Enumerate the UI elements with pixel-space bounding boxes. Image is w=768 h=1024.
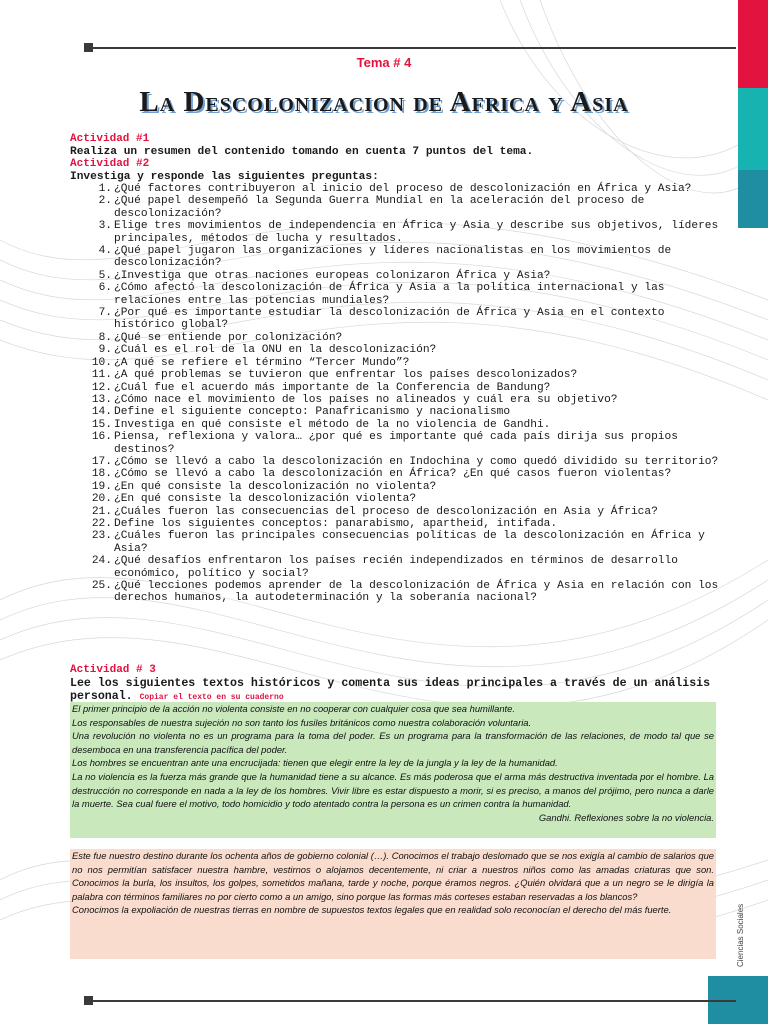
top-divider xyxy=(88,47,736,49)
activities-1-2 xyxy=(70,133,720,605)
question-item xyxy=(70,481,720,493)
question-text: Elige tres movimientos de independencia en África y Asia y describe sus objetivos, líderes principales, métodos de lucha y resultados. xyxy=(114,220,719,245)
question-number: 20. xyxy=(91,493,112,506)
question-text: Define el siguiente concepto: Panafricanismo y nacionalismo xyxy=(114,406,511,419)
activity-3-label: Actividad # 3 xyxy=(70,664,156,676)
bottom-divider xyxy=(88,1000,736,1002)
quote-paragraph: Los responsables de nuestra sujeción no son tanto los fusiles británicos como nuestra colaboración voluntaria. xyxy=(72,716,532,728)
question-item xyxy=(70,282,720,307)
question-number: 12. xyxy=(91,381,112,394)
question-item xyxy=(70,369,720,381)
question-number: 16. xyxy=(91,431,112,444)
question-item xyxy=(70,307,720,332)
question-item xyxy=(70,580,720,605)
question-list xyxy=(70,183,720,605)
question-text: ¿Cómo se llevó a cabo la descolonización en Indochina y como quedó dividido su territorio? xyxy=(114,455,719,468)
question-item xyxy=(70,245,720,270)
question-number: 11. xyxy=(91,369,112,382)
gandhi-quote-box xyxy=(70,702,716,838)
bottom-divider-square xyxy=(84,996,93,1005)
question-number: 10. xyxy=(91,356,112,369)
question-text: ¿Qué lecciones podemos aprender de la descolonización de África y Asia en relación con los derechos humanos, la autodeterminación y la soberanía nacional? xyxy=(114,580,719,605)
question-item xyxy=(70,382,720,394)
question-item xyxy=(70,332,720,344)
question-item xyxy=(70,493,720,505)
question-number: 2. xyxy=(98,195,112,208)
question-text: ¿A qué problemas se tuvieron que enfrentar los países descolonizados? xyxy=(114,369,578,382)
question-item xyxy=(70,456,720,468)
question-item xyxy=(70,220,720,245)
question-number: 1. xyxy=(98,183,112,195)
activity-3 xyxy=(70,664,720,704)
question-text: ¿Cuál es el rol de la ONU en la descolonización? xyxy=(114,344,437,357)
question-item xyxy=(70,357,720,369)
question-number: 6. xyxy=(98,282,112,295)
question-item xyxy=(70,195,720,220)
question-item xyxy=(70,406,720,418)
quote-paragraph: Una revolución no violenta no es un programa para la toma del poder. Es un programa para la transformación de las relaciones, de modo tal que se desemboca en una transferencia pacífica del poder. xyxy=(72,730,714,755)
question-number: 5. xyxy=(98,269,112,282)
blue-side-bar xyxy=(738,170,768,228)
question-text: ¿Cuáles fueron las consecuencias del proceso de descolonización en Asia y África? xyxy=(114,505,658,518)
question-text: ¿Cómo afectó la descolonización de África y Asia a la política internacional y las relaciones entre las potencias mundiales? xyxy=(114,282,665,307)
question-text: ¿Por qué es importante estudiar la descolonización de África y Asia en el contexto histórico global? xyxy=(114,307,665,332)
question-number: 22. xyxy=(91,517,112,530)
question-number: 3. xyxy=(98,220,112,233)
question-text: ¿Qué papel jugaron las organizaciones y líderes nacionalistas en los movimientos de descolonización? xyxy=(114,245,672,270)
question-item xyxy=(70,394,720,406)
question-item xyxy=(70,468,720,480)
activity-1-text: Realiza un resumen del contenido tomando en cuenta 7 puntos del tema. xyxy=(70,145,534,158)
question-item xyxy=(70,431,720,456)
topic-number: Tema # 4 xyxy=(356,55,412,70)
question-text: ¿Cómo nace el movimiento de los países no alineados y cuál era su objetivo? xyxy=(114,393,618,406)
question-item xyxy=(70,555,720,580)
colonial-text-box xyxy=(70,849,716,959)
question-item xyxy=(70,183,720,195)
question-text: ¿En qué consiste la descolonización no violenta? xyxy=(114,480,437,493)
question-text: ¿Investiga que otras naciones europeas colonizaron África y Asia? xyxy=(114,269,551,282)
activity-3-note: Copiar el texto en su cuaderno xyxy=(139,692,284,702)
activity-2-label: Actividad #2 xyxy=(70,158,150,170)
activity-3-text xyxy=(70,677,720,704)
quote-source: Gandhi. Reflexiones sobre la no violencia. xyxy=(538,811,714,823)
page-title: La Descolonizacion de Africa y Asia xyxy=(139,86,629,118)
question-number: 14. xyxy=(91,406,112,419)
question-number: 23. xyxy=(91,530,112,543)
question-text: ¿Qué papel desempeñó la Segunda Guerra Mundial en la aceleración del proceso de descolonización? xyxy=(114,195,645,220)
question-number: 15. xyxy=(91,418,112,431)
question-number: 18. xyxy=(91,468,112,481)
question-number: 17. xyxy=(91,455,112,468)
quote-paragraph: La no violencia es la fuerza más grande que la humanidad tiene a su alcance. Es más poderosa que el arma más destructiva inventada por el hombre. La destrucción no corresponde en nada a la ley de los hombres. Vivir libre es estar dispuesto a morir, si es preciso, a manos del prójimo, pero nunca a darle la muerte. Sea cual fuere el motivo, todo homicidio y todo atentado contra la persona es un crimen contra la humanidad. xyxy=(72,770,714,810)
colonial-paragraph: Este fue nuestro destino durante los ochenta años de gobierno colonial (…). Conocimos el trabajo deslomado que se nos exigía al cambio de salarios que no nos permitían satisfacer nuestra hambre, vestirnos o alojamos decentemente, ni criar a nuestros niños como las amadas criaturas que son. xyxy=(72,850,714,875)
question-text: ¿Cuál fue el acuerdo más importante de la Conferencia de Bandung? xyxy=(114,381,551,394)
activity-2-text: Investiga y responde las siguientes preguntas: xyxy=(70,170,379,183)
question-number: 25. xyxy=(91,580,112,592)
question-number: 8. xyxy=(98,331,112,344)
question-item xyxy=(70,419,720,431)
colonial-paragraph: Conocimos la expoliación de nuestras tierras en nombre de supuestos textos legales que en realidad solo reconocían el derecho del más fuerte. xyxy=(72,904,672,916)
question-number: 9. xyxy=(98,344,112,357)
activity-3-instruction: Lee los siguientes textos históricos y comenta sus ideas principales a través de un análisis personal. xyxy=(70,676,711,703)
colonial-paragraph: Conocimos la burla, los insultos, los golpes, sometidos mañana, tarde y noche, porque éramos negros. ¿Quién olvidará que a un negro se le dirigía la palabra con términos familiares no por cierto como a un amigo, sino porque las formas más corteses estaban reservadas a los blancos? xyxy=(72,877,714,902)
question-number: 4. xyxy=(98,245,112,258)
question-item xyxy=(70,530,720,555)
subject-tag: Ciencias Sociales xyxy=(736,903,745,967)
question-number: 7. xyxy=(98,307,112,320)
question-number: 24. xyxy=(91,555,112,568)
question-number: 21. xyxy=(91,505,112,518)
question-text: Investiga en qué consiste el método de la no violencia de Gandhi. xyxy=(114,418,551,431)
question-text: ¿Cómo se llevó a cabo la descolonización en África? ¿En qué casos fueron violentas? xyxy=(114,468,672,481)
question-text: ¿Qué desafíos enfrentaron los países recién independizados en términos de desarrollo económico, político y social? xyxy=(114,555,678,580)
question-item xyxy=(70,270,720,282)
question-text: ¿A qué se refiere el término “Tercer Mundo”? xyxy=(114,356,410,369)
question-text: ¿Qué se entiende por colonización? xyxy=(114,331,343,344)
question-text: ¿En qué consiste la descolonización violenta? xyxy=(114,493,417,506)
question-text: Define los siguientes conceptos: panarabismo, apartheid, intifada. xyxy=(114,517,558,530)
question-item xyxy=(70,344,720,356)
top-divider-square xyxy=(84,43,93,52)
question-item xyxy=(70,518,720,530)
question-number: 19. xyxy=(91,480,112,493)
question-item xyxy=(70,506,720,518)
question-number: 13. xyxy=(91,393,112,406)
quote-paragraph: Los hombres se encuentran ante una encrucijada: tienen que elegir entre la ley de la jungla y la ley de la humanidad. xyxy=(72,757,558,769)
question-text: ¿Qué factores contribuyeron al inicio del proceso de descolonización en África y Asia? xyxy=(114,183,692,195)
quote-paragraph: El primer principio de la acción no violenta consiste en no cooperar con cualquier cosa que sea humillante. xyxy=(72,703,515,714)
activity-1-label: Actividad #1 xyxy=(70,133,150,145)
question-text: Piensa, reflexiona y valora… ¿por qué es importante qué cada país dirija sus propios destinos? xyxy=(114,431,678,456)
red-side-bar xyxy=(738,0,768,88)
question-text: ¿Cuáles fueron las principales consecuencias políticas de la descolonización en África y Asia? xyxy=(114,530,705,555)
